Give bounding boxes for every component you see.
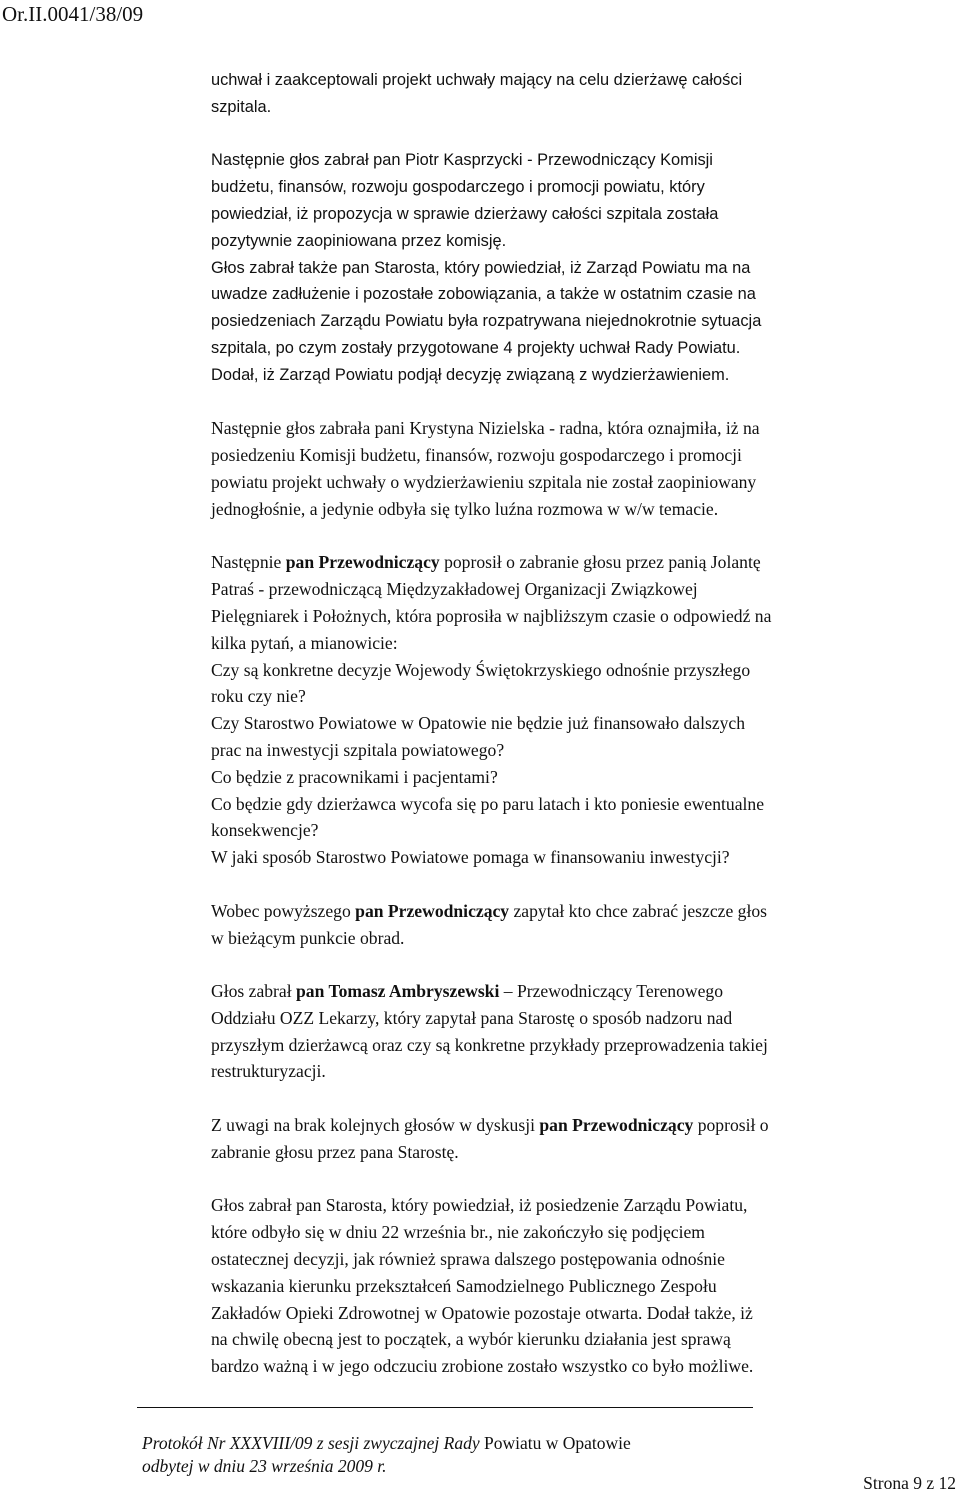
text-line: uwadze zadłużenie i pozostałe zobowiązania, a także w ostatnim czasie na [211, 285, 756, 304]
text-line: uchwał i zaakceptowali projekt uchwały mający na celu dzierżawę całości [211, 71, 743, 89]
text-line: powiatu projekt uchwały o wydzierżawieniu szpitala nie został zaopiniowany [211, 471, 757, 492]
chairman-name: pan Przewodniczący [539, 1115, 694, 1136]
text-line: budżetu, finansów, rozwoju gospodarczego i promocji powiatu, który [211, 178, 705, 197]
document-reference-number: Or.II.0041/38/09 [2, 2, 144, 26]
text-line: bardzo ważną i w jego odczuciu zrobione zostało wszystko co było możliwe. [211, 1356, 754, 1377]
paragraph-nizielska [211, 415, 956, 522]
text-line: Następnie głos zabrał pan Piotr Kasprzycki - Przewodniczący Komisji [211, 151, 713, 170]
text-line: które odbyło się w dniu 22 września br., nie zakończyło się podjęciem [211, 1222, 705, 1243]
text-line: ostatecznej decyzji, jak również sprawa dalszego postępowania odnośnie [211, 1249, 725, 1270]
paragraph-chairman-asks: Wobec powyższego pan Przewodniczący zapytał kto chce zabrać jeszcze głos w bieżącym punkcie obrad. [211, 900, 767, 948]
text-line: na chwilę obecną jest to początek, a wybór kierunku działania jest sprawą [211, 1329, 731, 1350]
footer-protocol-line: Protokół Nr XXXVIII/09 z sesji zwyczajnej Rady Powiatu w Opatowie [142, 1433, 631, 1453]
text-line: prac na inwestycji szpitala powiatowego? [211, 739, 505, 760]
paragraph-ambryszewski: Głos zabrał pan Tomasz Ambryszewski – Przewodniczący Terenowego Oddziału OZZ Lekarzy, który zapytał pana Starostę o sposób nadzoru nad przyszłym dzierżawcą oraz czy są konkretne przykłady przeprowadzenia takiej restrukturyzacji. [211, 981, 768, 1082]
text-line: wskazania kierunku przekształceń Samodzielnego Publicznego Zespołu [211, 1275, 717, 1296]
text-line: roku czy nie? [211, 686, 306, 707]
document-body [211, 67, 956, 1380]
text-line: Głos zabrał także pan Starosta, który powiedział, iż Zarząd Powiatu ma na [211, 258, 751, 277]
text-line: kilka pytań, a mianowicie: [211, 632, 398, 653]
text-line: konsekwencje? [211, 820, 319, 841]
speaker-name: pan Tomasz Ambryszewski [296, 981, 500, 1002]
text-line: pozytywnie zaopiniowana przez komisję. [211, 231, 507, 250]
paragraph-no-more-voices: Z uwagi na brak kolejnych głosów w dyskusji pan Przewodniczący poprosił o zabranie głosu przez pana Starostę. [211, 1115, 769, 1162]
text-line: Czy są konkretne decyzje Wojewody Świętokrzyskiego odnośnie przyszłego [211, 659, 751, 680]
text-line: Zakładów Opieki Zdrowotnej w Opatowie pozostaje otwarta. Dodał także, iż [211, 1302, 753, 1323]
paragraph-kasprzycki [211, 147, 956, 254]
page-number: Strona 9 z 12 [863, 1473, 956, 1493]
text-line: przyszłym dzierżawcą oraz czy są konkretne przykłady przeprowadzenia takiej [211, 1034, 768, 1055]
text-line: Czy Starostwo Powiatowe w Opatowie nie będzie już finansowało dalszych [211, 713, 746, 734]
text-line: Głos zabrał pan Starosta, który powiedział, iż posiedzenie Zarządu Powiatu, [211, 1195, 748, 1216]
chairman-name: pan Przewodniczący [285, 552, 440, 573]
text-line: Pielęgniarek i Położnych, która poprosiła w najbliższym czasie o odpowiedź na [211, 605, 772, 626]
p5-line1: Następnie pan Przewodniczący poprosił o zabranie głosu przez panią Jolantę [211, 552, 761, 573]
text-line: Patraś - przewodniczącą Międzyzakładowej Organizacji Związkowej [211, 579, 698, 600]
text-line: szpitala, po czym zostały przygotowane 4 projekty uchwał Rady Powiatu. [211, 338, 741, 357]
text-line: Oddziału OZZ Lekarzy, który zapytał pana Starostę o sposób nadzoru nad [211, 1007, 733, 1028]
text-line: szpitala. [211, 97, 272, 116]
text-line: restrukturyzacji. [211, 1061, 326, 1082]
text-line: W jaki sposób Starostwo Powiatowe pomaga w finansowaniu inwestycji? [211, 847, 730, 868]
paragraph-starosta-debt [211, 255, 956, 389]
paragraph-resolution-acceptance [211, 67, 956, 121]
paragraph-patras-questions [211, 549, 956, 871]
chairman-name: pan Przewodniczący [355, 900, 510, 921]
text-line: jednogłośnie, a jedynie odbyła się tylko luźna rozmowa w w/w temacie. [211, 498, 719, 519]
text-line: posiedzeniach Zarządu Powiatu była rozpatrywana niejednokrotnie sytuacja [211, 312, 762, 331]
footer [142, 1432, 631, 1478]
text-line: Następnie głos zabrała pani Krystyna Nizielska - radna, która oznajmiła, iż na [211, 418, 760, 439]
text-line: Dodał, iż Zarząd Powiatu podjął decyzję związaną z wydzierżawieniem. [211, 365, 730, 384]
footer-divider [137, 1407, 753, 1408]
footer-session-date: odbytej w dniu 23 września 2009 r. [142, 1456, 387, 1476]
paragraph-starosta-board-meeting [211, 1192, 956, 1380]
text-line: posiedzeniu Komisji budżetu, finansów, rozwoju gospodarczego i promocji [211, 445, 742, 466]
text-line: Co będzie gdy dzierżawca wycofa się po paru latach i kto poniesie ewentualne [211, 793, 765, 814]
text-line: Co będzie z pracownikami i pacjentami? [211, 766, 498, 787]
text-line: powiedział, iż propozycja w sprawie dzierżawy całości szpitala została [211, 204, 719, 223]
